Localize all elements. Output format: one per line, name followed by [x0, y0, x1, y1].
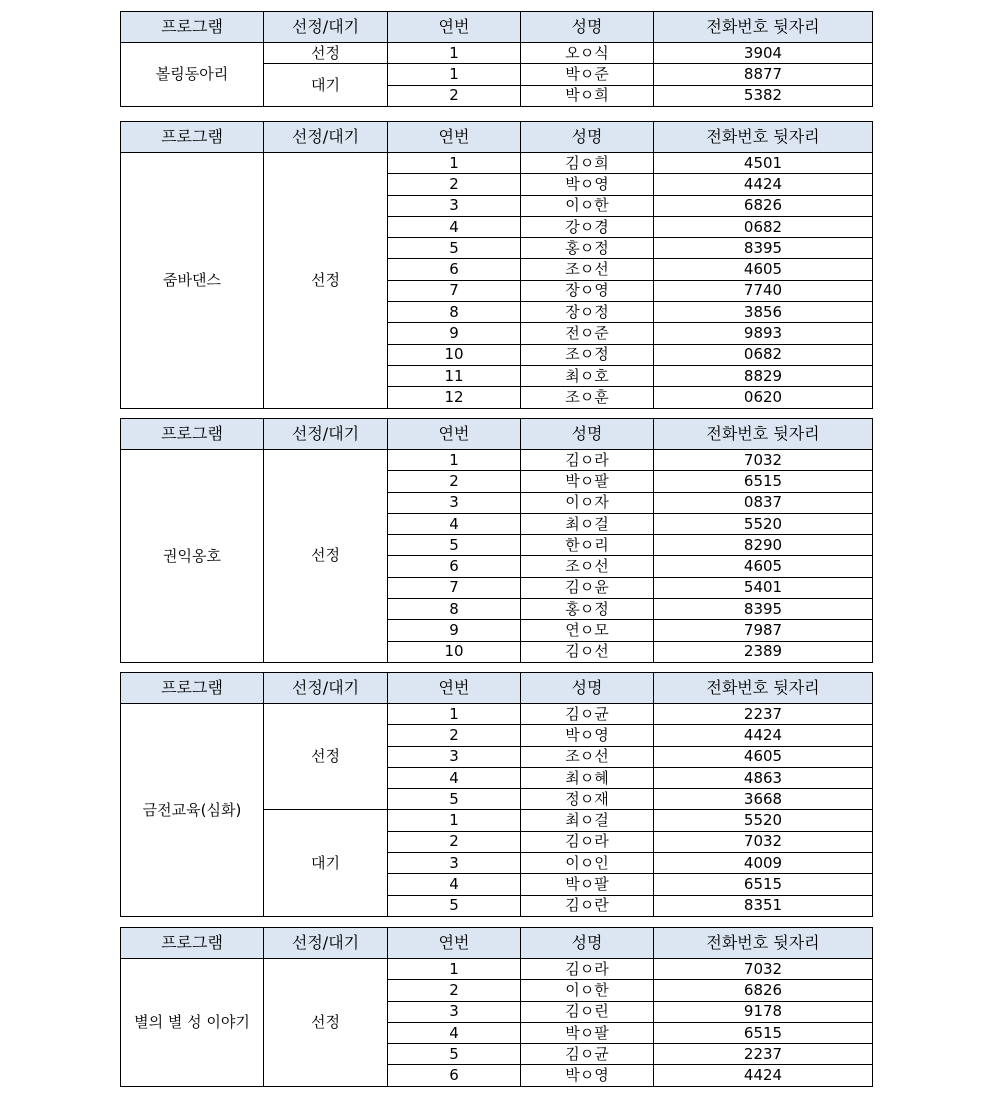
phone-last-digits: 4424 — [654, 174, 873, 195]
row-number: 2 — [388, 174, 521, 195]
phone-last-digits: 7740 — [654, 280, 873, 301]
name-header: 성명 — [521, 928, 654, 959]
table-row — [121, 959, 873, 980]
row-number: 10 — [388, 641, 521, 662]
row-number: 2 — [388, 85, 521, 106]
number-header: 연번 — [388, 122, 521, 153]
phone-last-digits: 3668 — [654, 789, 873, 810]
member-name: 최ㅇ걸 — [521, 810, 654, 831]
program-table — [120, 11, 873, 107]
member-name: 김ㅇ균 — [521, 704, 654, 725]
row-number: 2 — [388, 725, 521, 746]
phone-last-digits: 0682 — [654, 216, 873, 237]
status-header: 선정/대기 — [264, 122, 388, 153]
row-number: 1 — [388, 43, 521, 64]
table-row — [121, 153, 873, 174]
program-name: 볼링동아리 — [121, 43, 264, 107]
row-number: 5 — [388, 238, 521, 259]
row-number: 2 — [388, 831, 521, 852]
phone-last-digits: 6826 — [654, 195, 873, 216]
row-number: 5 — [388, 895, 521, 916]
row-number: 1 — [388, 704, 521, 725]
member-name: 이ㅇ인 — [521, 853, 654, 874]
row-number: 8 — [388, 599, 521, 620]
member-name: 김ㅇ라 — [521, 831, 654, 852]
name-header: 성명 — [521, 419, 654, 450]
member-name: 전ㅇ준 — [521, 323, 654, 344]
program-name: 별의 별 성 이야기 — [121, 959, 264, 1087]
phone-last-digits: 2389 — [654, 641, 873, 662]
name-header: 성명 — [521, 673, 654, 704]
phone-last-digits: 4863 — [654, 767, 873, 788]
member-name: 정ㅇ재 — [521, 789, 654, 810]
member-name: 조ㅇ선 — [521, 556, 654, 577]
header-row — [121, 122, 873, 153]
row-number: 9 — [388, 620, 521, 641]
phone-last-digits: 3904 — [654, 43, 873, 64]
number-header: 연번 — [388, 419, 521, 450]
name-header: 성명 — [521, 12, 654, 43]
row-number: 1 — [388, 64, 521, 85]
phone-last-digits: 2237 — [654, 1044, 873, 1065]
header-row — [121, 673, 873, 704]
member-name: 박ㅇ팔 — [521, 874, 654, 895]
program-header: 프로그램 — [121, 12, 264, 43]
member-name: 한ㅇ리 — [521, 535, 654, 556]
row-number: 9 — [388, 323, 521, 344]
row-number: 6 — [388, 556, 521, 577]
row-number: 2 — [388, 980, 521, 1001]
phone-last-digits: 8290 — [654, 535, 873, 556]
member-name: 조ㅇ정 — [521, 344, 654, 365]
member-name: 박ㅇ영 — [521, 174, 654, 195]
program-name: 권익옹호 — [121, 450, 264, 663]
selection-status: 선정 — [264, 153, 388, 409]
row-number: 6 — [388, 259, 521, 280]
row-number: 6 — [388, 1065, 521, 1086]
program-header: 프로그램 — [121, 419, 264, 450]
program-table — [120, 418, 873, 663]
row-number: 12 — [388, 387, 521, 408]
member-name: 김ㅇ선 — [521, 641, 654, 662]
phone-last-digits: 5382 — [654, 85, 873, 106]
phone-header: 전화번호 뒷자리 — [654, 12, 873, 43]
phone-last-digits: 5520 — [654, 513, 873, 534]
phone-last-digits: 6515 — [654, 471, 873, 492]
member-name: 홍ㅇ정 — [521, 599, 654, 620]
phone-last-digits: 0682 — [654, 344, 873, 365]
row-number: 7 — [388, 577, 521, 598]
row-number: 2 — [388, 471, 521, 492]
phone-last-digits: 9893 — [654, 323, 873, 344]
row-number: 5 — [388, 535, 521, 556]
member-name: 김ㅇ란 — [521, 895, 654, 916]
table-row — [121, 43, 873, 64]
member-name: 박ㅇ영 — [521, 1065, 654, 1086]
status-header: 선정/대기 — [264, 12, 388, 43]
member-name: 장ㅇ영 — [521, 280, 654, 301]
member-name: 김ㅇ윤 — [521, 577, 654, 598]
row-number: 5 — [388, 789, 521, 810]
program-header: 프로그램 — [121, 928, 264, 959]
phone-last-digits: 7987 — [654, 620, 873, 641]
phone-last-digits: 9178 — [654, 1001, 873, 1022]
member-name: 연ㅇ모 — [521, 620, 654, 641]
phone-last-digits: 5520 — [654, 810, 873, 831]
phone-last-digits: 0620 — [654, 387, 873, 408]
phone-last-digits: 4605 — [654, 556, 873, 577]
member-name: 이ㅇ한 — [521, 195, 654, 216]
row-number: 11 — [388, 365, 521, 386]
header-row — [121, 928, 873, 959]
selection-status: 선정 — [264, 43, 388, 64]
row-number: 3 — [388, 492, 521, 513]
selection-status: 선정 — [264, 959, 388, 1087]
member-name: 강ㅇ경 — [521, 216, 654, 237]
member-name: 홍ㅇ정 — [521, 238, 654, 259]
phone-header: 전화번호 뒷자리 — [654, 419, 873, 450]
selection-status: 대기 — [264, 810, 388, 916]
selection-status: 선정 — [264, 450, 388, 663]
number-header: 연번 — [388, 928, 521, 959]
phone-last-digits: 2237 — [654, 704, 873, 725]
phone-last-digits: 6515 — [654, 874, 873, 895]
phone-last-digits: 8877 — [654, 64, 873, 85]
row-number: 3 — [388, 195, 521, 216]
member-name: 조ㅇ선 — [521, 259, 654, 280]
member-name: 박ㅇ팔 — [521, 471, 654, 492]
row-number: 1 — [388, 153, 521, 174]
phone-last-digits: 3856 — [654, 302, 873, 323]
program-name: 금전교육(심화) — [121, 704, 264, 917]
phone-last-digits: 4501 — [654, 153, 873, 174]
member-name: 오ㅇ식 — [521, 43, 654, 64]
selection-status: 대기 — [264, 64, 388, 107]
phone-last-digits: 4424 — [654, 1065, 873, 1086]
phone-last-digits: 7032 — [654, 450, 873, 471]
phone-last-digits: 7032 — [654, 959, 873, 980]
member-name: 박ㅇ팔 — [521, 1022, 654, 1043]
member-name: 김ㅇ린 — [521, 1001, 654, 1022]
member-name: 최ㅇ호 — [521, 365, 654, 386]
table-row — [121, 704, 873, 725]
name-header: 성명 — [521, 122, 654, 153]
status-header: 선정/대기 — [264, 419, 388, 450]
member-name: 박ㅇ준 — [521, 64, 654, 85]
row-number: 7 — [388, 280, 521, 301]
number-header: 연번 — [388, 673, 521, 704]
phone-last-digits: 8395 — [654, 599, 873, 620]
member-name: 박ㅇ희 — [521, 85, 654, 106]
row-number: 10 — [388, 344, 521, 365]
row-number: 1 — [388, 810, 521, 831]
program-table — [120, 672, 873, 917]
member-name: 장ㅇ정 — [521, 302, 654, 323]
member-name: 조ㅇ훈 — [521, 387, 654, 408]
phone-last-digits: 4605 — [654, 259, 873, 280]
member-name: 이ㅇ한 — [521, 980, 654, 1001]
program-name: 줌바댄스 — [121, 153, 264, 409]
selection-status: 선정 — [264, 704, 388, 810]
status-header: 선정/대기 — [264, 673, 388, 704]
member-name: 김ㅇ라 — [521, 450, 654, 471]
phone-last-digits: 8395 — [654, 238, 873, 259]
row-number: 4 — [388, 216, 521, 237]
row-number: 3 — [388, 853, 521, 874]
member-name: 김ㅇ희 — [521, 153, 654, 174]
phone-last-digits: 8351 — [654, 895, 873, 916]
member-name: 박ㅇ영 — [521, 725, 654, 746]
phone-header: 전화번호 뒷자리 — [654, 122, 873, 153]
member-name: 최ㅇ걸 — [521, 513, 654, 534]
member-name: 조ㅇ선 — [521, 746, 654, 767]
table-row — [121, 450, 873, 471]
phone-last-digits: 5401 — [654, 577, 873, 598]
phone-last-digits: 6515 — [654, 1022, 873, 1043]
member-name: 김ㅇ라 — [521, 959, 654, 980]
row-number: 1 — [388, 450, 521, 471]
status-header: 선정/대기 — [264, 928, 388, 959]
row-number: 4 — [388, 874, 521, 895]
phone-last-digits: 8829 — [654, 365, 873, 386]
phone-header: 전화번호 뒷자리 — [654, 928, 873, 959]
header-row — [121, 12, 873, 43]
row-number: 4 — [388, 1022, 521, 1043]
phone-last-digits: 4605 — [654, 746, 873, 767]
row-number: 8 — [388, 302, 521, 323]
phone-last-digits: 6826 — [654, 980, 873, 1001]
phone-last-digits: 4009 — [654, 853, 873, 874]
phone-last-digits: 0837 — [654, 492, 873, 513]
program-table — [120, 927, 873, 1087]
phone-last-digits: 7032 — [654, 831, 873, 852]
member-name: 이ㅇ자 — [521, 492, 654, 513]
row-number: 3 — [388, 1001, 521, 1022]
member-name: 김ㅇ균 — [521, 1044, 654, 1065]
row-number: 5 — [388, 1044, 521, 1065]
program-header: 프로그램 — [121, 673, 264, 704]
program-table — [120, 121, 873, 409]
number-header: 연번 — [388, 12, 521, 43]
row-number: 4 — [388, 767, 521, 788]
member-name: 최ㅇ혜 — [521, 767, 654, 788]
phone-last-digits: 4424 — [654, 725, 873, 746]
row-number: 1 — [388, 959, 521, 980]
program-header: 프로그램 — [121, 122, 264, 153]
header-row — [121, 419, 873, 450]
row-number: 3 — [388, 746, 521, 767]
row-number: 4 — [388, 513, 521, 534]
phone-header: 전화번호 뒷자리 — [654, 673, 873, 704]
